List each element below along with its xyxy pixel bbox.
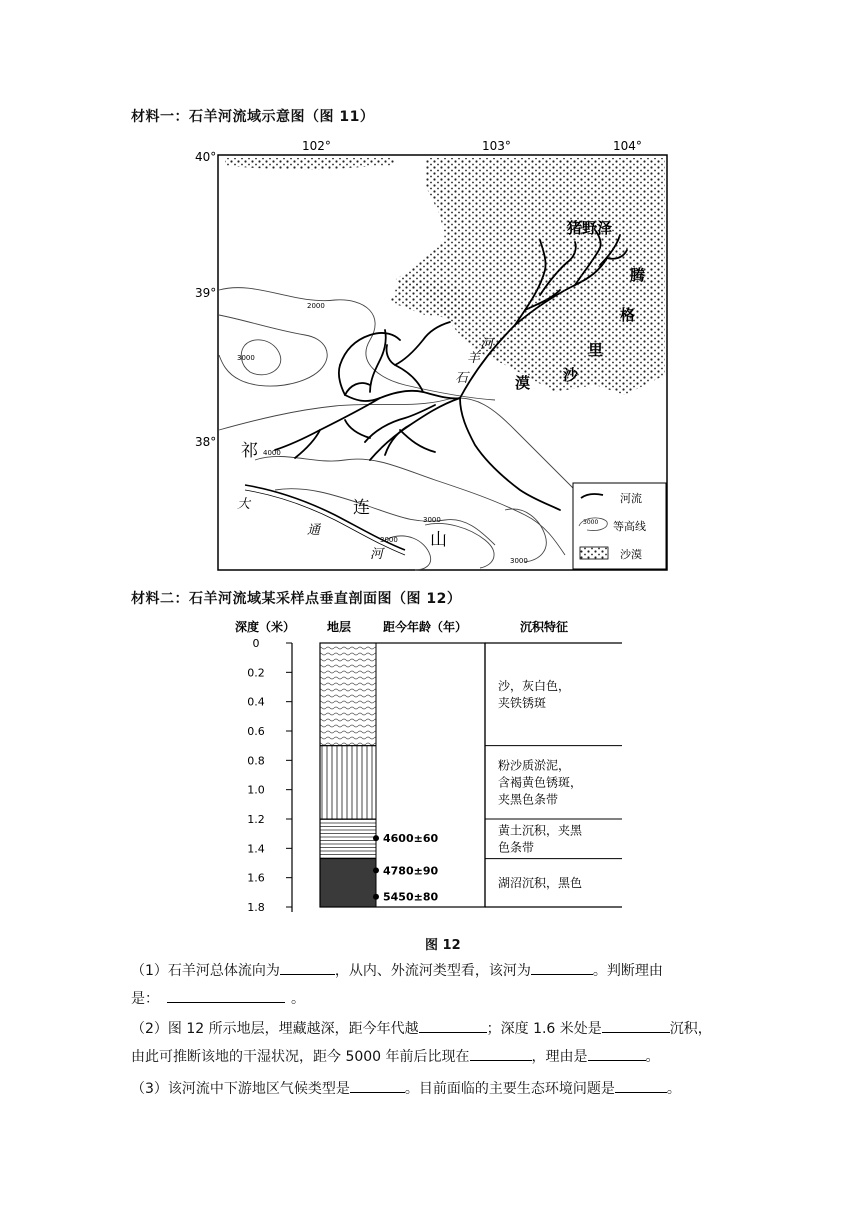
mountain-label-char: 连 xyxy=(353,498,370,518)
material2-heading: 材料二：石羊河流域某采样点垂直剖面图（图 12） xyxy=(131,591,462,607)
question-text: ，理由是 xyxy=(531,1049,588,1065)
mountain-label-char: 祁 xyxy=(241,441,258,461)
question-text: （2）图 12 所示地层，埋藏越深，距今年代越 xyxy=(131,1021,419,1037)
depth-tick-label: 0.8 xyxy=(247,754,265,768)
answer-blank[interactable] xyxy=(167,988,285,1003)
feature-text: 黄土沉积，夹黑 xyxy=(498,823,583,838)
feature-text: 色条带 xyxy=(498,840,535,855)
question-text: 。 xyxy=(291,991,305,1007)
question-text: 是： xyxy=(131,991,159,1007)
question-text: 沉积， xyxy=(669,1021,712,1037)
header-feature: 沉积特征 xyxy=(520,620,569,634)
header-depth: 深度（米） xyxy=(235,620,296,634)
answer-blank[interactable] xyxy=(419,1018,487,1033)
mountain-label-char: 山 xyxy=(430,530,447,550)
feature-text: 湖沼沉积，黑色 xyxy=(498,875,583,890)
question-text: 。目前面临的主要生态环境问题是 xyxy=(404,1081,615,1097)
datong-label-char: 通 xyxy=(307,523,321,538)
vertical-profile-figure xyxy=(230,615,625,915)
age-label: 4600±60 xyxy=(383,832,439,846)
legend-label: 沙漠 xyxy=(620,548,642,561)
river-label-char: 羊 xyxy=(467,351,481,366)
depth-tick-label: 1.4 xyxy=(247,842,265,856)
desert-label-char: 格 xyxy=(620,306,636,324)
stratum-layer xyxy=(320,746,376,819)
depth-tick-label: 1.8 xyxy=(247,901,265,914)
depth-tick-label: 1.2 xyxy=(247,813,265,826)
age-sample-dot xyxy=(373,835,379,841)
feature-text: 沙，灰白色， xyxy=(498,678,571,693)
question-text: （3）该河流中下游地区气候类型是 xyxy=(131,1081,350,1097)
question-text: 由此可推断该地的干湿状况，距今 5000 年前后比现在 xyxy=(131,1049,470,1065)
question-text: （1）石羊河总体流向为 xyxy=(131,963,280,979)
contour-label: 3000 xyxy=(510,557,528,565)
datong-label-char: 大 xyxy=(237,497,251,512)
question-1 xyxy=(131,960,741,1010)
question-text: 。 xyxy=(666,1081,681,1097)
figure-caption: 图 12 xyxy=(425,938,461,953)
question-text: 。判断理由 xyxy=(592,963,663,979)
header-stratum: 地层 xyxy=(327,620,352,634)
material1-heading: 材料一：石羊河流域示意图（图 11） xyxy=(131,109,375,125)
legend-label: 等高线 xyxy=(613,520,646,533)
legend-contour-value: 3000 xyxy=(583,519,599,526)
depth-tick-label: 0.2 xyxy=(247,666,265,680)
age-sample-dot xyxy=(373,894,379,900)
question-3 xyxy=(131,1078,741,1100)
depth-tick-label: 0.4 xyxy=(247,695,265,709)
question-text: 。 xyxy=(645,1049,660,1065)
feature-text: 夹铁锈斑 xyxy=(498,695,547,710)
answer-blank[interactable] xyxy=(602,1018,670,1033)
answer-blank[interactable] xyxy=(470,1046,532,1061)
river-basin-map xyxy=(195,130,675,575)
header-age: 距今年龄（年） xyxy=(383,620,468,634)
lon-label: 104° xyxy=(613,139,642,153)
answer-blank[interactable] xyxy=(280,960,335,975)
lon-label: 103° xyxy=(482,139,511,153)
feature-text: 粉沙质淤泥， xyxy=(498,758,571,773)
contour-label: 3000 xyxy=(423,516,441,524)
lat-label: 40° xyxy=(195,150,217,164)
age-label: 4780±90 xyxy=(383,864,439,878)
feature-text: 夹黑色条带 xyxy=(498,792,559,807)
stratum-layer xyxy=(320,859,376,907)
river-label-char: 河 xyxy=(480,337,494,352)
lon-label: 102° xyxy=(302,139,331,153)
depth-tick-label: 1.6 xyxy=(247,871,265,885)
desert-label-char: 沙 xyxy=(563,366,579,384)
feature-text: 含褐黄色锈斑， xyxy=(498,775,583,790)
legend-label: 河流 xyxy=(620,492,642,505)
river-label-char: 石 xyxy=(455,371,469,386)
question-text: ，从内、外流河类型看，该河为 xyxy=(334,963,531,979)
contour-label: 4000 xyxy=(263,449,281,457)
age-sample-dot xyxy=(373,867,379,873)
answer-blank[interactable] xyxy=(615,1078,667,1093)
lake-label: 猪野泽 xyxy=(567,219,613,237)
contour-label: 2000 xyxy=(307,302,325,310)
answer-blank[interactable] xyxy=(350,1078,405,1093)
question-2 xyxy=(131,1018,741,1068)
stratum-layer xyxy=(320,819,376,859)
desert-label-char: 里 xyxy=(588,341,604,359)
desert-label-char: 腾 xyxy=(630,266,646,284)
depth-tick-label: 1.0 xyxy=(247,783,265,797)
lat-label: 38° xyxy=(195,435,217,449)
desert-label-char: 漠 xyxy=(515,374,531,392)
depth-tick-label: 0 xyxy=(252,637,260,650)
answer-blank[interactable] xyxy=(531,960,593,975)
map-legend xyxy=(573,483,666,569)
lat-label: 39° xyxy=(195,286,217,300)
datong-label-char: 河 xyxy=(370,547,384,562)
depth-tick-label: 0.6 xyxy=(247,725,265,738)
legend-desert-symbol xyxy=(580,547,608,559)
contour-label: 3000 xyxy=(237,354,255,362)
answer-blank[interactable] xyxy=(588,1046,646,1061)
stratum-layer xyxy=(320,643,376,746)
age-label: 5450±80 xyxy=(383,890,439,904)
contour-label: 3000 xyxy=(380,536,398,544)
question-text: ；深度 1.6 米处是 xyxy=(486,1021,602,1037)
